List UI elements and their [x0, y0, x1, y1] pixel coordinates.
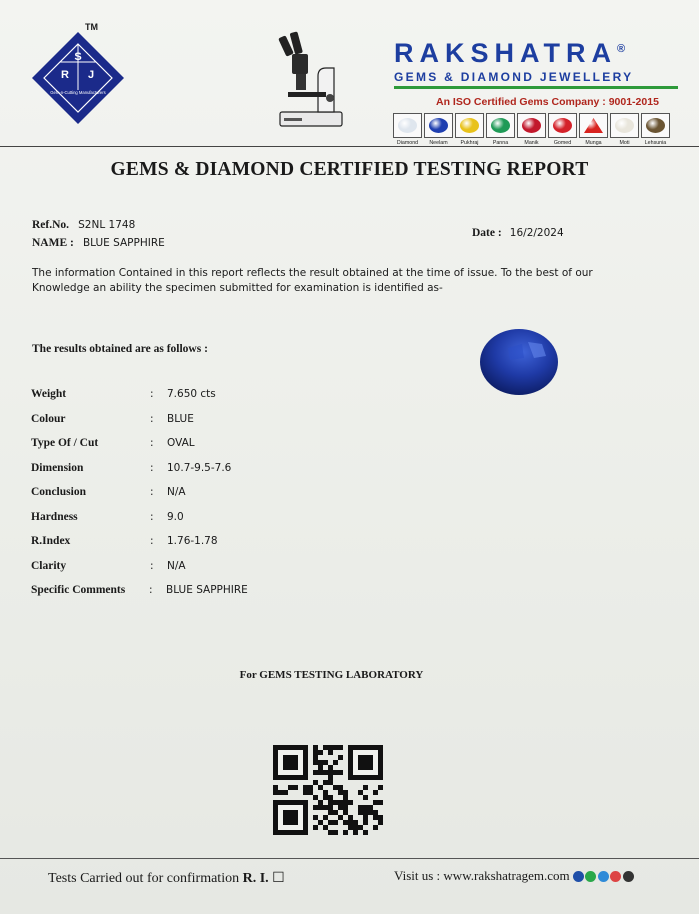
- result-value: 7.650 cts: [167, 388, 216, 400]
- result-value: N/A: [167, 486, 186, 498]
- gem-stone-icon: [522, 118, 541, 133]
- result-separator: :: [150, 559, 154, 572]
- result-value: BLUE SAPPHIRE: [166, 584, 248, 596]
- result-separator: :: [150, 412, 154, 425]
- header-divider: [0, 146, 699, 147]
- iso-tagline: An ISO Certified Gems Company : 9001-2015: [436, 96, 659, 108]
- gem-swatch: [579, 113, 608, 138]
- result-separator: :: [149, 584, 153, 596]
- result-value: N/A: [167, 559, 186, 572]
- result-label: Hardness: [31, 510, 78, 523]
- social-icon[interactable]: [598, 871, 609, 882]
- result-value: BLUE: [167, 412, 194, 425]
- gem-swatch: [455, 113, 484, 138]
- gem-gomed: [548, 113, 577, 146]
- gem-label: Pukhraj: [460, 140, 479, 146]
- gem-stone-icon: [429, 118, 448, 133]
- gem-stone-icon: [398, 118, 417, 133]
- gem-label: Munga: [585, 140, 602, 146]
- result-label: Type Of / Cut: [31, 437, 99, 449]
- gem-stone-icon: [491, 118, 510, 133]
- social-icons: [573, 871, 634, 882]
- ref-value: S2NL 1748: [78, 219, 136, 231]
- gem-label: Lehsunia: [644, 140, 667, 146]
- gem-stone-icon: [615, 118, 634, 133]
- gem-moti: [610, 113, 639, 146]
- footer-divider: [0, 858, 699, 859]
- result-label: Specific Comments: [31, 584, 126, 596]
- srj-logo: [30, 30, 126, 126]
- intro-line-1: The information Contained in this report reflects the result obtained at the time of issue. To the best of our: [32, 267, 593, 279]
- microscope-icon: [270, 30, 350, 130]
- intro-paragraph: [32, 266, 632, 295]
- qr-code[interactable]: [273, 745, 383, 835]
- gem-label: Gomed: [553, 140, 572, 146]
- lab-caption: For GEMS TESTING LABORATORY: [239, 669, 424, 681]
- gem-swatch: [641, 113, 670, 138]
- date-value: 16/2/2024: [509, 227, 564, 239]
- gem-swatch: [517, 113, 546, 138]
- logo-letter-j: J: [87, 69, 95, 81]
- gem-label: Neelam: [429, 140, 448, 146]
- logo-tagline: Gem-n-Cutting Manufacturers: [50, 90, 106, 95]
- result-separator: :: [150, 535, 154, 547]
- blue-sapphire-photo: [478, 328, 560, 396]
- logo-letter-s: S: [74, 51, 82, 63]
- brand-underline: [394, 86, 678, 89]
- brand-subtitle: GEMS & DIAMOND JEWELLERY: [394, 70, 634, 84]
- footer-confirmation-text: Tests Carried out for confirmation: [48, 871, 240, 886]
- gem-swatch: [486, 113, 515, 138]
- result-separator: :: [150, 437, 154, 449]
- result-label: Clarity: [31, 559, 67, 572]
- footer-ri: R. I.: [242, 871, 269, 886]
- gem-lehsunia: [641, 113, 670, 146]
- logo-letter-r: R: [61, 69, 69, 81]
- brand-name-text: RAKSHATRA: [394, 38, 617, 68]
- date-line: [472, 221, 564, 240]
- gem-neelam: [424, 113, 453, 146]
- social-icon[interactable]: [585, 871, 596, 882]
- gem-stone-icon: [460, 118, 479, 133]
- gem-manik: [517, 113, 546, 146]
- result-separator: :: [150, 486, 154, 498]
- name-line: [32, 231, 165, 250]
- gem-swatch: [393, 113, 422, 138]
- footer-website: [394, 868, 634, 884]
- result-separator: :: [150, 388, 154, 400]
- gem-stone-icon: [553, 118, 572, 133]
- date-label: Date :: [472, 227, 502, 239]
- result-separator: :: [150, 461, 154, 474]
- trademark: TM: [85, 22, 98, 32]
- gem-swatch: [610, 113, 639, 138]
- intro-line-2: Knowledge an ability the specimen submitted for examination is identified as-: [32, 281, 443, 294]
- result-label: R.Index: [31, 535, 71, 547]
- name-label: NAME :: [32, 237, 74, 249]
- footer-confirmation: [48, 870, 285, 887]
- result-label: Conclusion: [31, 486, 86, 498]
- gem-munga: [579, 113, 608, 146]
- gem-swatch: [424, 113, 453, 138]
- social-icon[interactable]: [610, 871, 621, 882]
- website-link[interactable]: Visit us : www.rakshatragem.com: [394, 868, 570, 883]
- name-value: BLUE SAPPHIRE: [82, 237, 165, 249]
- result-label: Dimension: [31, 461, 84, 474]
- ref-label: Ref.No.: [32, 219, 70, 231]
- checkbox-icon: ☐: [272, 871, 285, 886]
- ref-line: [32, 213, 135, 232]
- report-title: GEMS & DIAMOND CERTIFIED TESTING REPORT: [110, 159, 589, 180]
- social-icon[interactable]: [623, 871, 634, 882]
- gem-label: Diamond: [396, 140, 419, 146]
- gem-panna: [486, 113, 515, 146]
- result-value: OVAL: [167, 437, 195, 449]
- result-value: 9.0: [167, 510, 184, 523]
- gem-stone-icon: [646, 118, 665, 133]
- gem-label: Manik: [524, 140, 539, 146]
- registered-mark: ®: [617, 43, 626, 55]
- result-value: 10.7-9.5-7.6: [167, 461, 232, 474]
- result-label: Colour: [31, 412, 66, 425]
- gem-swatch: [548, 113, 577, 138]
- result-separator: :: [150, 510, 154, 523]
- gem-stone-icon: [584, 118, 603, 133]
- gem-diamond: [393, 113, 422, 146]
- brand-name: [394, 38, 625, 69]
- results-heading: The results obtained are as follows :: [32, 343, 208, 355]
- gem-label: Panna: [492, 140, 509, 146]
- result-value: 1.76-1.78: [167, 535, 218, 547]
- social-icon[interactable]: [573, 871, 584, 882]
- result-label: Weight: [31, 388, 67, 400]
- gem-strip: [393, 113, 670, 146]
- gem-label: Moti: [619, 140, 630, 146]
- gem-pukhraj: [455, 113, 484, 146]
